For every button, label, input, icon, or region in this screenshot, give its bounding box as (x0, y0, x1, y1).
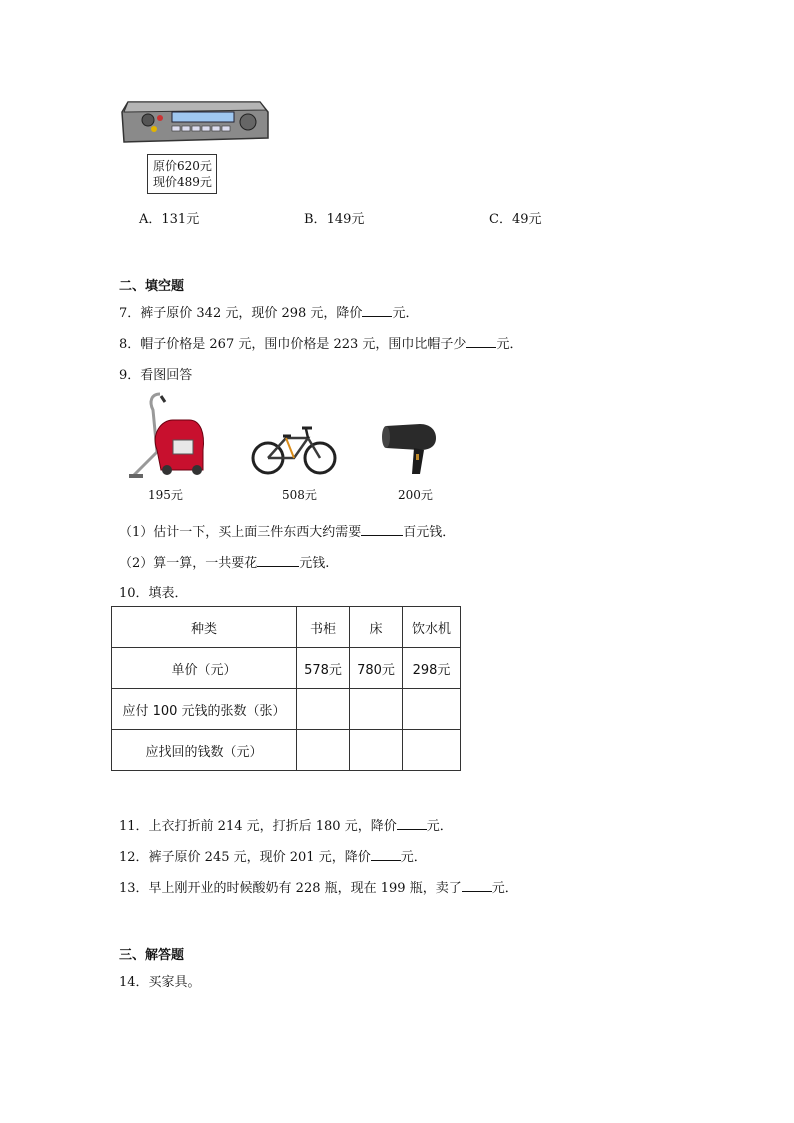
table-cell: 应付 100 元钱的张数（张） (112, 689, 297, 730)
bicycle-price: 508元 (282, 488, 317, 502)
hair-dryer-icon (380, 420, 440, 476)
section-answer-title: 三、解答题 (119, 948, 185, 963)
option-b[interactable]: B．149元 (304, 212, 365, 227)
table-cell: 578元 (297, 648, 350, 689)
question-14: 14．买家具。 (119, 975, 201, 990)
table-row (112, 689, 461, 730)
table-header-row (112, 607, 461, 648)
question-11: 11．上衣打折前 214 元，打折后 180 元，降价 元． (119, 819, 453, 834)
table-cell: 书柜 (297, 607, 350, 648)
answer-cell[interactable] (350, 730, 403, 771)
table-cell: 780元 (350, 648, 403, 689)
vacuum-cleaner-icon (127, 390, 207, 482)
table-row (112, 648, 461, 689)
answer-cell[interactable] (403, 689, 461, 730)
answer-cell[interactable] (350, 689, 403, 730)
answer-blank[interactable] (371, 848, 401, 861)
answer-blank[interactable] (257, 554, 299, 567)
answer-blank[interactable] (397, 817, 427, 830)
bicycle-icon (250, 420, 338, 476)
question-8: 8．帽子价格是 267 元，围巾价格是 223 元，围巾比帽子少 元． (119, 337, 523, 352)
answer-blank[interactable] (466, 335, 496, 348)
answer-cell[interactable] (403, 730, 461, 771)
option-a[interactable]: A．131元 (139, 212, 200, 227)
question-9-part-1: （1）估计一下，买上面三件东西大约需要 百元钱． (119, 525, 456, 540)
answer-blank[interactable] (361, 523, 403, 536)
section-fill-in-title: 二、填空题 (119, 279, 185, 294)
table-cell: 种类 (112, 607, 297, 648)
hair-dryer-price: 200元 (398, 488, 433, 502)
fill-in-table (111, 606, 461, 771)
question-7: 7．裤子原价 342 元，现价 298 元，降价 元． (119, 306, 419, 321)
table-cell: 应找回的钱数（元） (112, 730, 297, 771)
table-cell: 床 (350, 607, 403, 648)
table-cell: 单价（元） (112, 648, 297, 689)
table-cell: 饮水机 (403, 607, 461, 648)
answer-blank[interactable] (462, 879, 492, 892)
question-10-title: 10．填表． (119, 586, 188, 601)
car-radio-icon (120, 98, 270, 148)
question-9-part-2: （2）算一算，一共要花 元钱. (119, 556, 330, 571)
answer-blank[interactable] (362, 304, 392, 317)
price-tag (147, 154, 217, 194)
current-price: 现价489元 (153, 175, 212, 189)
answer-cell[interactable] (297, 730, 350, 771)
option-c[interactable]: C．49元 (489, 212, 542, 227)
question-13: 13．早上刚开业的时候酸奶有 228 瓶，现在 199 瓶，卖了 元． (119, 881, 518, 896)
vacuum-price: 195元 (148, 488, 183, 502)
answer-cell[interactable] (297, 689, 350, 730)
original-price: 原价620元 (153, 159, 212, 173)
question-12: 12．裤子原价 245 元，现价 201 元，降价 元． (119, 850, 427, 865)
table-cell: 298元 (403, 648, 461, 689)
question-9-title: 9．看图回答 (119, 368, 193, 383)
table-row (112, 730, 461, 771)
